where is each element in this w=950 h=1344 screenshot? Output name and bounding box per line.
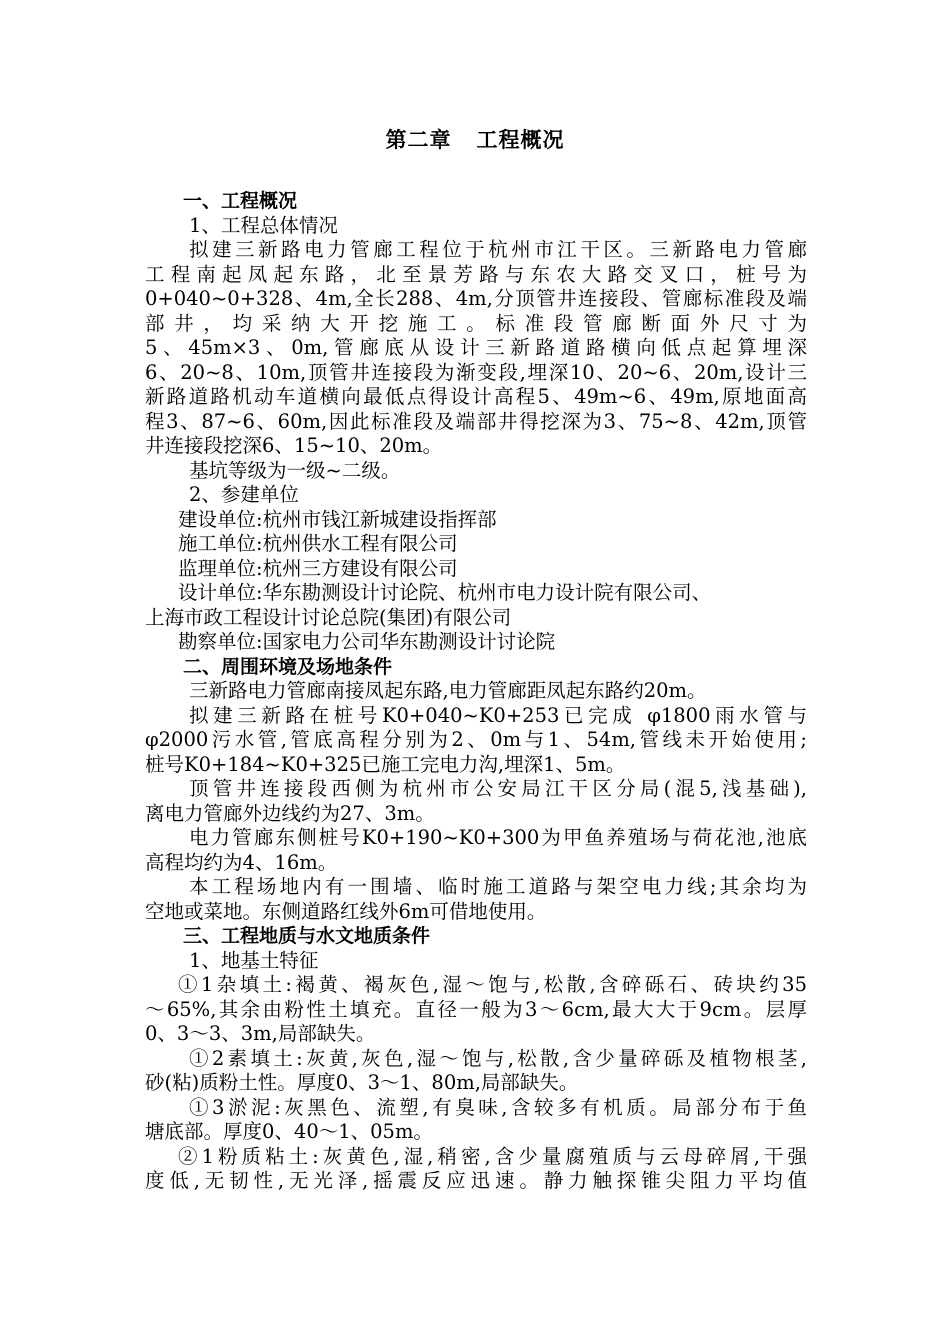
text-line: 程3、87~6、60m,因此标准段及端部井得挖深为3、75~8、42m,顶管: [145, 409, 807, 433]
text-line: ①1杂填土:褐黄、褐灰色,湿～饱与,松散,含碎砾石、砖块约35: [178, 973, 807, 996]
text-line: 空地或菜地。东侧道路红线外6m可借地使用。: [145, 899, 547, 923]
text-line: 0+040~0+328、4m,全长288、4m,分顶管井连接段、管廊标准段及端: [145, 287, 807, 310]
text-line: 建设单位:杭州市钱江新城建设指挥部: [178, 507, 497, 531]
text-line: ①3淤泥:灰黑色、流塑,有臭味,含较多有机质。局部分布于鱼: [189, 1095, 807, 1119]
text-line: 0、3～3、3m,局部缺失。: [145, 1022, 376, 1045]
text-line: 拟建三新路电力管廊工程位于杭州市江干区。三新路电力管廊: [189, 238, 807, 261]
text-line: 部井，均采纳大开挖施工。标准段管廊断面外尺寸为: [145, 311, 807, 335]
text-line: 桩号K0+184~K0+325已施工完电力沟,埋深1、5m。: [145, 752, 626, 776]
text-line: 施工单位:杭州供水工程有限公司: [178, 532, 458, 555]
section-heading: 三、工程地质与水文地质条件: [183, 925, 431, 947]
text-line: 电力管廊东侧桩号K0+190~K0+300为甲鱼养殖场与荷花池,池底: [189, 826, 807, 849]
text-line: 工程南起凤起东路，北至景芳路与东农大路交叉口，桩号为: [145, 262, 807, 286]
chapter-title: 第二章 工程概况: [385, 128, 565, 152]
text-line: 6、20~8、10m,顶管井连接段为渐变段,埋深10、20~6、20m,设计三: [145, 360, 807, 384]
text-line: 度低,无韧性,无光泽,摇震反应迅速。静力触探锥尖阻力平均值: [145, 1169, 807, 1192]
text-line: 三新路电力管廊南接凤起东路,电力管廊距凤起东路约20m。: [189, 679, 707, 702]
text-line: 1、地基土特征: [189, 948, 319, 972]
text-line: ～65%,其余由粉性土填充。直径一般为3～6cm,最大大于9cm。层厚: [145, 997, 807, 1021]
text-line: 5、45m×3、0m,管廊底从设计三新路道路横向低点起算埋深: [145, 336, 807, 359]
text-line: 井连接段挖深6、15~10、20m。: [145, 434, 443, 457]
text-line: 砂(粘)质粉土性。厚度0、3～1、80m,局部缺失。: [145, 1071, 579, 1094]
text-line: 塘底部。厚度0、40～1、05m。: [145, 1120, 433, 1143]
text-line: 离电力管廊外边线约为27、3m。: [145, 801, 435, 825]
text-line: ②1粉质粘土:灰黄色,湿,稍密,含少量腐殖质与云母碎屑,干强: [178, 1144, 807, 1168]
section-heading: 二、周围环境及场地条件: [183, 655, 393, 678]
text-line: ①2素填土:灰黄,灰色,湿～饱与,松散,含少量碎砾及植物根茎,: [189, 1046, 807, 1070]
text-line: φ2000污水管,管底高程分别为2、0m与1、54m,管线未开始使用;: [145, 728, 807, 751]
text-line: 设计单位:华东勘测设计讨论院、杭州市电力设计院有限公司、: [178, 581, 712, 604]
text-line: 监理单位:杭州三方建设有限公司: [178, 556, 458, 580]
text-line: 上海市政工程设计讨论总院(集团)有限公司: [145, 605, 512, 629]
text-line: 1、工程总体情况: [189, 213, 338, 237]
section-heading: 一、工程概况: [183, 190, 298, 212]
text-line: 顶管井连接段西侧为杭州市公安局江干区分局(混5,浅基础),: [189, 777, 807, 800]
text-line: 高程均约为4、16m。: [145, 850, 338, 874]
text-line: 2、参建单位: [189, 483, 299, 506]
text-line: 基坑等级为一级~二级。: [189, 458, 401, 482]
text-line: 本工程场地内有一围墙、临时施工道路与架空电力线;其余均为: [189, 875, 807, 898]
text-line: 拟建三新路在桩号K0+040~K0+253已完成 φ1800雨水管与: [189, 703, 807, 727]
text-line: 勘察单位:国家电力公司华东勘测设计讨论院: [178, 630, 556, 653]
text-line: 新路道路机动车道横向最低点得设计高程5、49m~6、49m,原地面高: [145, 385, 807, 408]
